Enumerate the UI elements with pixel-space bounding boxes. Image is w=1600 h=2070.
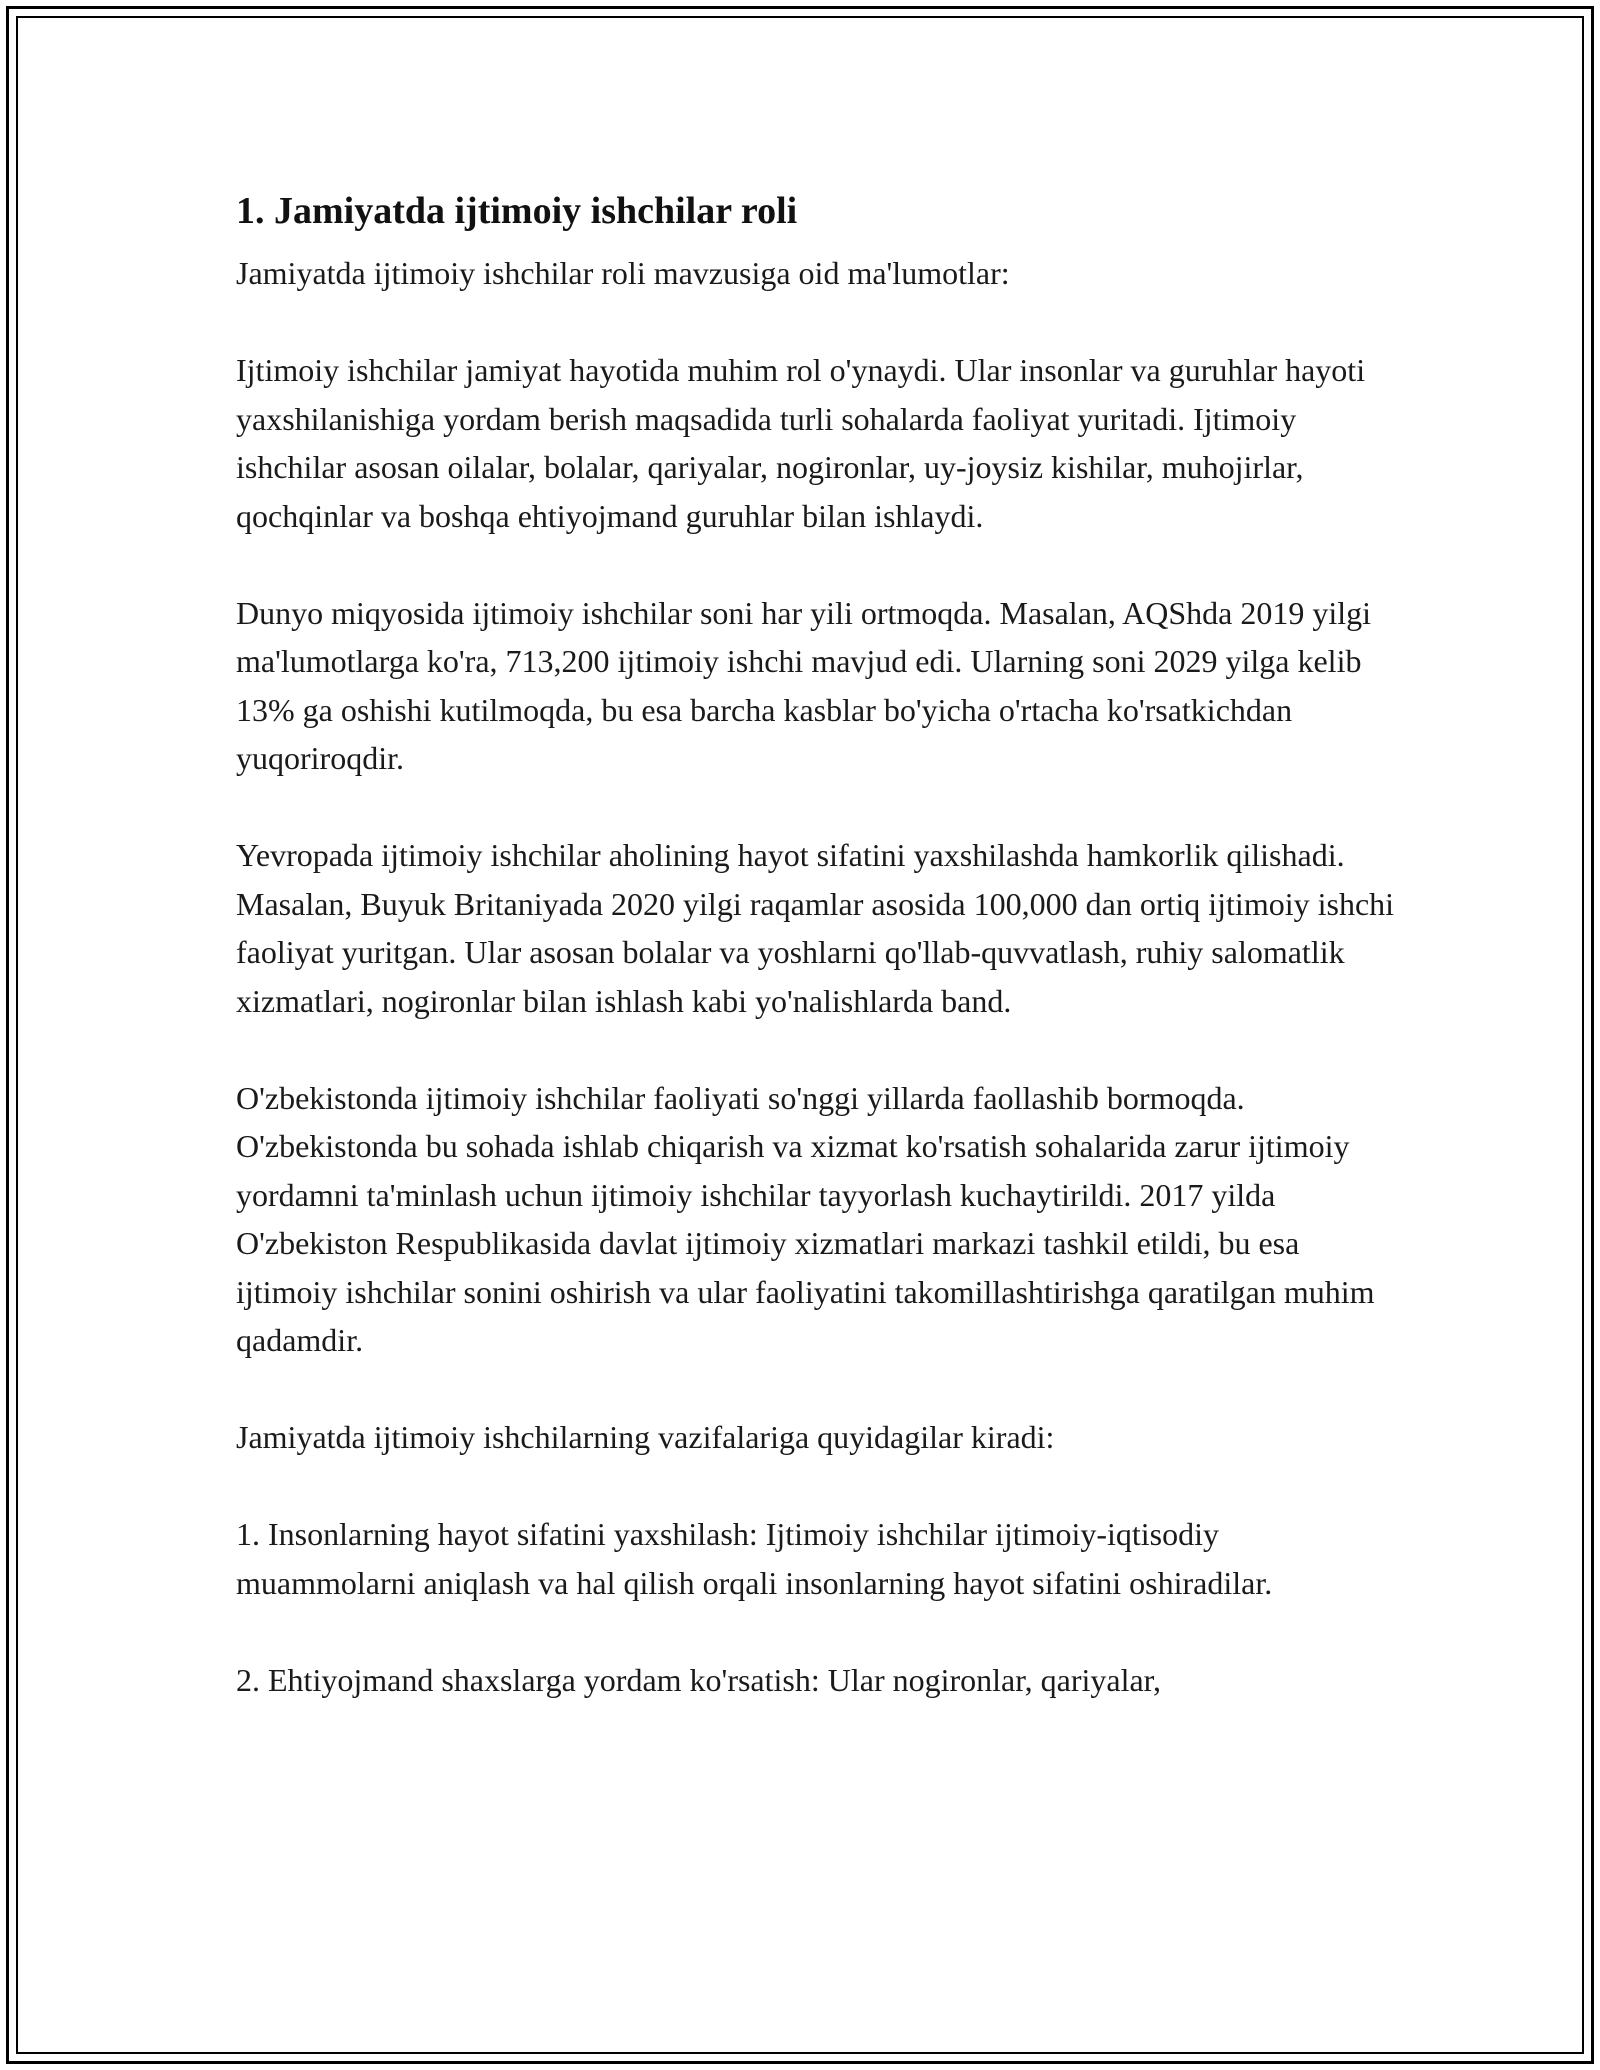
- paragraph-uzbekistan: O'zbekistonda ijtimoiy ishchilar faoliyati so'nggi yillarda faollashib bormoqda. O'zbekistonda bu sohada ishlab chiqarish va xizmat ko'rsatish sohalarida zarur ijtimoiy yordamni ta'minlash uchun ijtimoiy ishchilar tayyorlash kuchaytirildi. 2017 yilda O'zbekiston Respublikasida davlat ijtimoiy xizmatlari markazi tashkil etildi, bu esa ijtimoiy ishchilar sonini oshirish va ular faoliyatini takomillashtirishga qaratilgan muhim qadamdir.: [236, 1079, 1375, 1358]
- paragraph-duties-intro: Jamiyatda ijtimoiy ishchilarning vazifalariga quyidagilar kiradi:: [236, 1419, 1055, 1455]
- document-body: [236, 185, 1406, 1753]
- paragraph-intro: Jamiyatda ijtimoiy ishchilar roli mavzusiga oid ma'lumotlar:: [236, 255, 1010, 291]
- document-title: 1. Jamiyatda ijtimoiy ishchilar roli: [236, 190, 798, 232]
- paragraph-world: Dunyo miqyosida ijtimoiy ishchilar soni har yili ortmoqda. Masalan, AQShda 2019 yilgi ma'lumotlarga ko'ra, 713,200 ijtimoiy ishchi mavjud edi. Ularning soni 2029 yilga kelib 13% ga oshishi kutilmoqda, bu esa barcha kasblar bo'yicha o'rtacha ko'rsatkichdan yuqoriroqdir.: [236, 594, 1372, 776]
- paragraph-role: Ijtimoiy ishchilar jamiyat hayotida muhim rol o'ynaydi. Ular insonlar va guruhlar hayoti yaxshilanishiga yordam berish maqsadida turli sohalarda faoliyat yuritadi. Ijtimoiy ishchilar asosan oilalar, bolalar, qariyalar, nogironlar, uy-joysiz kishilar, muhojirlar, qochqinlar va boshqa ehtiyojmand guruhlar bilan ishlaydi.: [236, 352, 1366, 534]
- paragraph-europe: Yevropada ijtimoiy ishchilar aholining hayot sifatini yaxshilashda hamkorlik qilishadi. Masalan, Buyuk Britaniyada 2020 yilgi raqamlar asosida 100,000 dan ortiq ijtimoiy ishchi faoliyat yuritgan. Ular asosan bolalar va yoshlarni qo'llab-quvvatlash, ruhiy salomatlik xizmatlari, nogironlar bilan ishlash kabi yo'nalishlarda band.: [236, 837, 1395, 1019]
- list-item-1: 1. Insonlarning hayot sifatini yaxshilash: Ijtimoiy ishchilar ijtimoiy-iqtisodiy muammolarni aniqlash va hal qilish orqali insonlarning hayot sifatini oshiradilar.: [236, 1516, 1273, 1601]
- list-item-2: 2. Ehtiyojmand shaxslarga yordam ko'rsatish: Ular nogironlar, qariyalar,: [236, 1661, 1162, 1698]
